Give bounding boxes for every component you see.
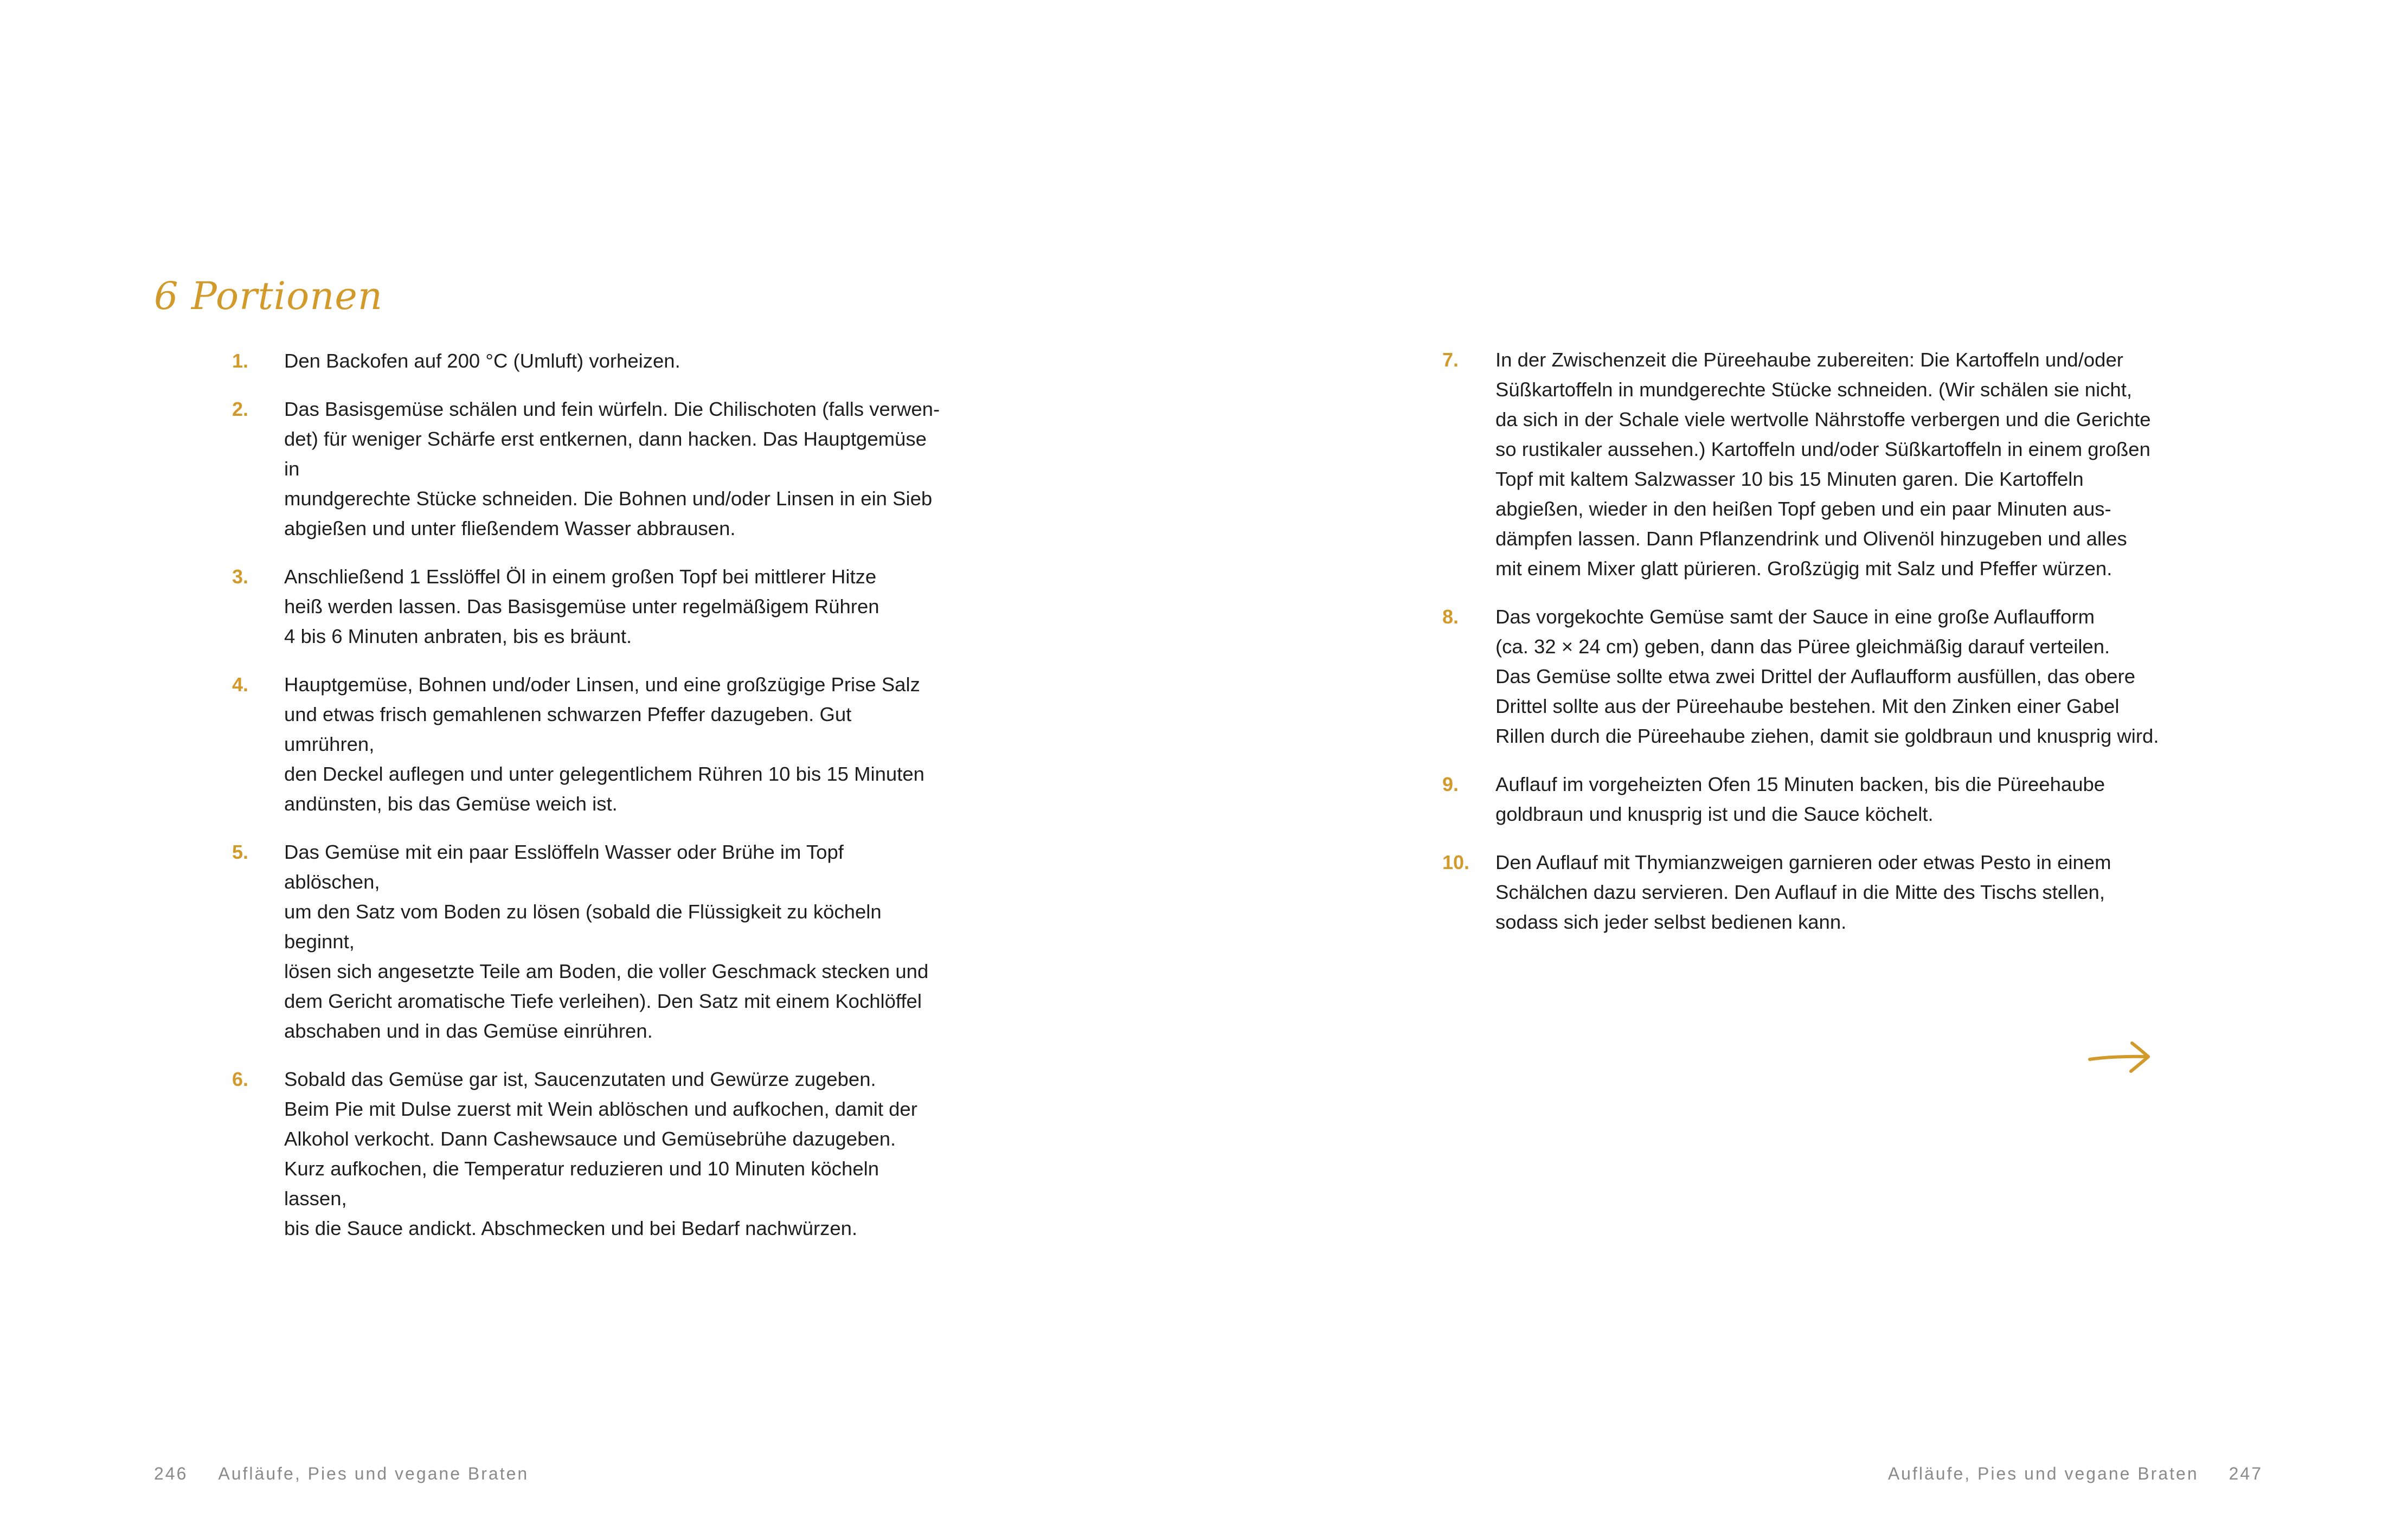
arrow-right-icon[interactable] [2088, 1040, 2152, 1075]
footer-right [1888, 1464, 2263, 1484]
step-text: Den Backofen auf 200 °C (Umluft) vorheizen. [284, 350, 680, 372]
running-title-left: Aufläufe, Pies und vegane Braten [218, 1464, 529, 1483]
step-text: Hauptgemüse, Bohnen und/oder Linsen, und eine großzügige Prise Salz und etwas frisch gemahlenen schwarzen Pfeffer dazugeben. Gut umrühren, den Deckel auflegen und unter gelegentlichem Rühren 10 bis 15 Minuten andünsten, bis das Gemüse weich ist. [284, 673, 924, 815]
step-text: Das vorgekochte Gemüse samt der Sauce in eine große Auflaufform (ca. 32 × 24 cm) geben, dann das Püree gleichmäßig darauf verteilen. Das Gemüse sollte etwa zwei Drittel der Auflaufform ausfüllen, das obere Drittel sollte aus der Püreehaube bestehen. Mit den Zinken einer Gabel Rillen durch die Püreehaube ziehen, damit sie goldbraun und knusprig wird. [1495, 606, 2159, 747]
step-number: 2. [232, 398, 249, 420]
instruction-step-2 [232, 394, 942, 543]
instruction-list-left [232, 346, 942, 1262]
step-number: 5. [232, 841, 249, 863]
step-number: 4. [232, 673, 249, 696]
step-number: 3. [232, 565, 249, 588]
instruction-step-4 [232, 670, 942, 819]
instruction-step-7 [1442, 345, 2201, 583]
instruction-step-1 [232, 346, 942, 376]
step-number: 9. [1442, 773, 1459, 795]
step-text: Sobald das Gemüse gar ist, Saucenzutaten und Gewürze zugeben. Beim Pie mit Dulse zuerst mit Wein ablöschen und aufkochen, damit der Alkohol verkocht. Dann Cashewsauce und Gemüsebrühe dazugeben. Kurz aufkochen, die Temperatur reduzieren und 10 Minuten köcheln lassen, bis die Sauce andickt. Abschmecken und bei Bedarf nachwürzen. [284, 1068, 917, 1239]
instruction-step-5 [232, 837, 942, 1046]
step-number: 7. [1442, 349, 1459, 371]
step-text: Anschließend 1 Esslöffel Öl in einem großen Topf bei mittlerer Hitze heiß werden lassen. Das Basisgemüse unter regelmäßigem Rühren 4 bis 6 Minuten anbraten, bis es bräunt. [284, 565, 879, 647]
step-text: Auflauf im vorgeheizten Ofen 15 Minuten backen, bis die Püreehaube goldbraun und knusprig ist und die Sauce köchelt. [1495, 773, 2105, 825]
instruction-list-right [1442, 345, 2201, 955]
step-number: 8. [1442, 606, 1459, 628]
step-text: Das Gemüse mit ein paar Esslöffeln Wasser oder Brühe im Topf ablöschen, um den Satz vom Boden zu lösen (sobald die Flüssigkeit zu köcheln beginnt, lösen sich angesetzte Teile am Boden, die voller Geschmack stecken und dem Gericht aromatische Tiefe verleihen). Den Satz mit einem Kochlöffel abschaben und in das Gemüse einrühren. [284, 841, 929, 1042]
instruction-step-9 [1442, 769, 2201, 829]
running-title-right: Aufläufe, Pies und vegane Braten [1887, 1464, 2199, 1483]
step-number: 10. [1442, 851, 1470, 873]
portions-heading: 6 Portionen [154, 274, 383, 318]
step-text: Das Basisgemüse schälen und fein würfeln. Die Chilischoten (falls verwen- det) für weniger Schärfe erst entkernen, dann hacken. Das Hauptgemüse in mundgerechte Stücke schneiden. Die Bohnen und/oder Linsen in ein Sieb abgießen und unter fließendem Wasser abbrausen. [284, 398, 940, 539]
step-number: 6. [232, 1068, 249, 1090]
footer-left [154, 1464, 529, 1484]
step-number: 1. [232, 350, 249, 372]
page-number-right: 247 [2229, 1464, 2263, 1483]
instruction-step-10 [1442, 847, 2201, 937]
page-number-left: 246 [154, 1464, 188, 1483]
step-text: In der Zwischenzeit die Püreehaube zubereiten: Die Kartoffeln und/oder Süßkartoffeln in mundgerechte Stücke schneiden. (Wir schälen sie nicht, da sich in der Schale viele wertvolle Nährstoffe verbergen und die Gerichte so rustikaler aussehen.) Kartoffeln und/oder Süßkartoffeln in einem großen Topf mit kaltem Salzwasser 10 bis 15 Minuten garen. Die Kartoffeln abgießen, wieder in den heißen Topf geben und ein paar Minuten aus- dämpfen lassen. Dann Pflanzendrink und Olivenöl hinzugeben und alles mit einem Mixer glatt pürieren. Großzügig mit Salz und Pfeffer würzen. [1495, 349, 2151, 580]
instruction-step-8 [1442, 602, 2201, 751]
instruction-step-6 [232, 1064, 942, 1243]
instruction-step-3 [232, 562, 942, 651]
step-text: Den Auflauf mit Thymianzweigen garnieren oder etwas Pesto in einem Schälchen dazu servieren. Den Auflauf in die Mitte des Tischs stellen, sodass sich jeder selbst bedienen kann. [1495, 851, 2111, 933]
